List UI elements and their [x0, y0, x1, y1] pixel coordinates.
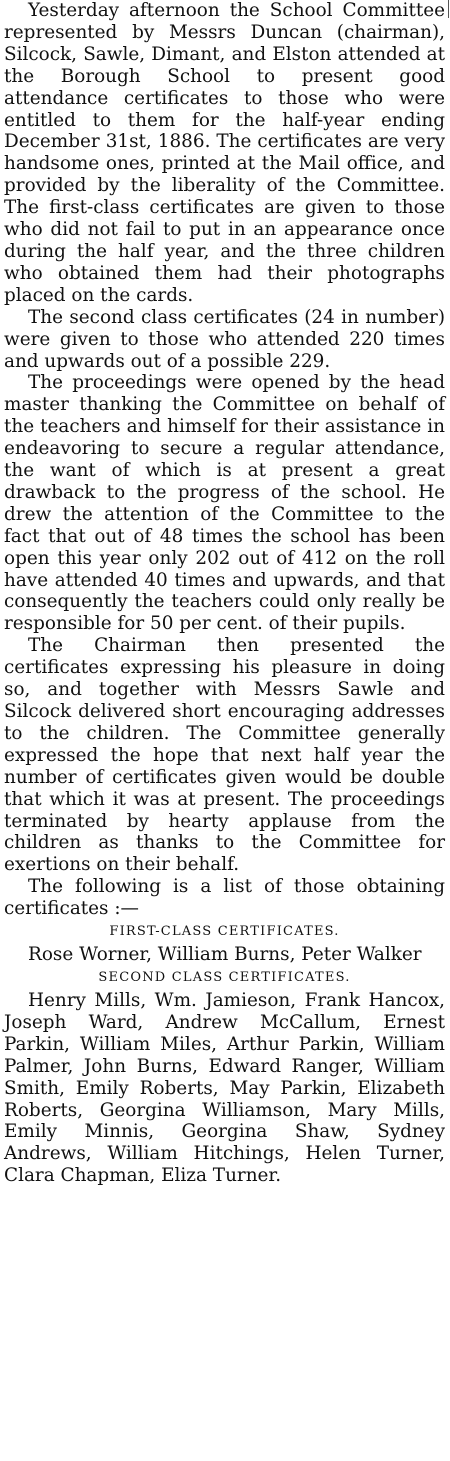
article-paragraph-4: The Chairman then presented the certificates expressing his pleasure in doing so, and together with Messrs Sawle and Silcock delivered short encouraging addresses to the children. The Committee generally expressed the hope that next half year the number of certificates given would be double that which it was at present. The proceedings terminated by hearty applause from the children as thanks to the Committee for exertions on their behalf.: [4, 635, 445, 876]
article-paragraph-1: Yesterday afternoon the School Committee represented by Messrs Duncan (chairman), Silcock, Sawle, Dimant, and Elston attended at the Borough School to present good attendance certificates to those who were entitled to them for the half-year ending December 31st, 1886. The certificates are very handsome ones, printed at the Mail office, and provided by the liberality of the Committee. The first-class certificates are given to those who did not fail to put in an appearance once during the half year, and the three children who obtained them had their photographs placed on the cards.: [4, 0, 445, 306]
column-rule: [448, 0, 449, 18]
second-class-heading: SECOND CLASS CERTIFICATES.: [98, 969, 351, 985]
article-paragraph-3: The proceedings were opened by the head master thanking the Committee on behalf of the teachers and himself for their assistance in endeavoring to secure a regular attendance, the want of which is at present a great drawback to the progress of the school. He drew the attention of the Committee to the fact that out of 48 times the school has been open this year only 202 out of 412 on the roll have attended 40 times and upwards, and that consequently the teachers could only really be responsible for 50 per cent. of their pupils.: [4, 372, 445, 635]
second-class-names: Henry Mills, Wm. Jamieson, Frank Hancox, Joseph Ward, Andrew McCallum, Ernest Parkin, William Miles, Arthur Parkin, William Palmer, John Burns, Edward Ranger, William Smith, Emily Roberts, May Parkin, Elizabeth Roberts, Georgina Williamson, Mary Mills, Emily Minnis, Georgina Shaw, Sydney Andrews, William Hitchings, Helen Turner, Clara Chapman, Eliza Turner.: [4, 989, 445, 1187]
first-class-heading: FIRST-CLASS CERTIFICATES.: [109, 924, 340, 940]
first-class-names: Rose Worner, William Burns, Peter Walker: [28, 944, 422, 966]
article-paragraph-5: The following is a list of those obtaining certificates :—: [4, 876, 445, 920]
article-paragraph-2: The second class certificates (24 in number) were given to those who attended 220 times and upwards out of a possible 229.: [4, 306, 445, 372]
newspaper-column: [4, 0, 445, 1187]
